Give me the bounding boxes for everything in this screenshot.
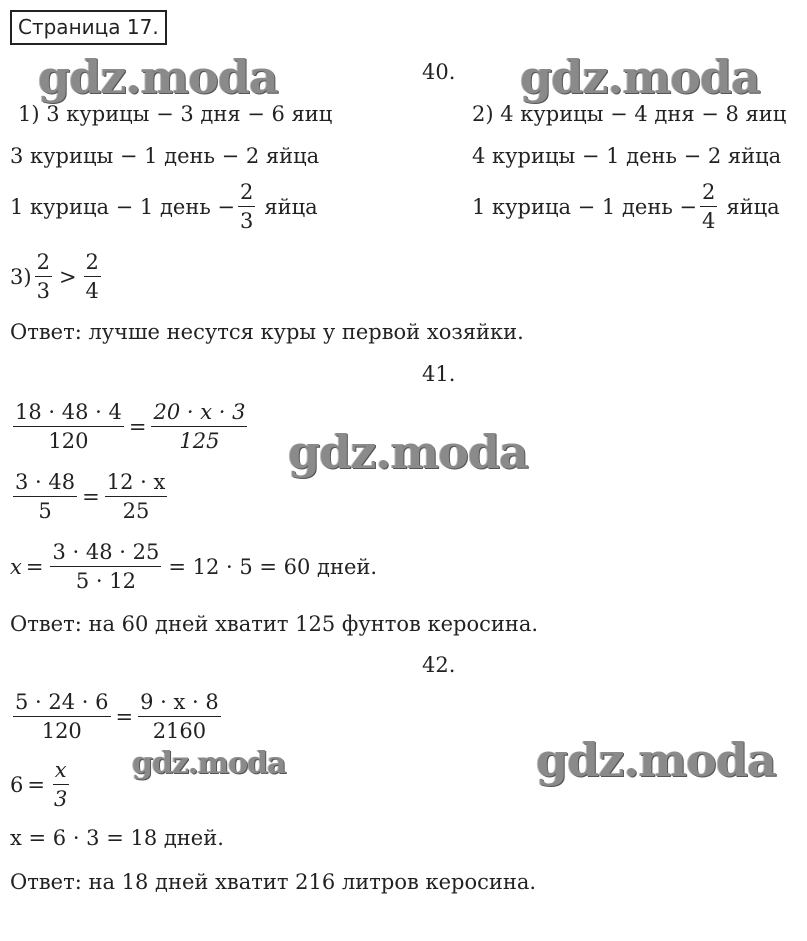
equals-sign: = bbox=[25, 554, 44, 579]
watermark: gdz.moda bbox=[38, 50, 278, 104]
fraction bbox=[35, 250, 52, 303]
numerator: 9 · x · 8 bbox=[138, 690, 221, 717]
p40-col2-line1: 2) 4 курицы − 4 дня − 8 яиц bbox=[472, 102, 787, 126]
p42-equation-3: x = 6 · 3 = 18 дней. bbox=[10, 826, 224, 850]
p42-equation-2 bbox=[10, 758, 72, 811]
watermark: gdz.moda bbox=[536, 733, 776, 787]
equals-sign: = bbox=[128, 414, 147, 439]
denominator: 25 bbox=[122, 499, 150, 523]
fraction bbox=[238, 180, 255, 233]
fraction bbox=[13, 400, 124, 453]
text: = 12 · 5 = 60 дней. bbox=[168, 554, 378, 579]
numerator: 20 · x · 3 bbox=[151, 400, 247, 427]
fraction bbox=[151, 400, 247, 453]
fraction bbox=[13, 690, 111, 743]
fraction bbox=[84, 250, 101, 303]
equals-sign: = bbox=[115, 704, 134, 729]
equals-sign: = bbox=[82, 484, 100, 509]
text: 1 курица − 1 день − bbox=[472, 194, 698, 219]
p40-comparison bbox=[10, 250, 104, 303]
fraction bbox=[50, 540, 161, 593]
text: 6 bbox=[10, 772, 24, 797]
watermark: gdz.moda bbox=[520, 50, 760, 104]
fraction bbox=[138, 690, 221, 743]
denominator: 4 bbox=[702, 209, 716, 233]
p40-answer: Ответ: лучше несутся куры у первой хозяйки. bbox=[10, 320, 524, 344]
numerator: x bbox=[53, 758, 69, 785]
denominator: 3 bbox=[240, 209, 254, 233]
page-title: Страница 17. bbox=[10, 10, 167, 45]
numerator: 2 bbox=[35, 250, 52, 277]
denominator: 125 bbox=[179, 429, 220, 453]
numerator: 2 bbox=[84, 250, 101, 277]
numerator: 5 · 24 · 6 bbox=[13, 690, 111, 717]
p41-equation-2 bbox=[10, 470, 170, 523]
p40-col2-line3 bbox=[472, 180, 780, 233]
numerator: 12 · x bbox=[105, 470, 168, 497]
text: 1 курица − 1 день − bbox=[10, 194, 236, 219]
problem-number-41: 41. bbox=[422, 362, 456, 386]
text: 3) bbox=[10, 264, 32, 289]
fraction bbox=[13, 470, 77, 523]
numerator: 2 bbox=[238, 180, 255, 207]
problem-number-42: 42. bbox=[422, 653, 456, 677]
numerator: 18 · 48 · 4 bbox=[13, 400, 124, 427]
problem-number-40: 40. bbox=[422, 60, 456, 84]
variable: x bbox=[10, 554, 22, 579]
numerator: 3 · 48 · 25 bbox=[50, 540, 161, 567]
p40-col1-line3 bbox=[10, 180, 318, 233]
numerator: 2 bbox=[700, 180, 717, 207]
fraction bbox=[700, 180, 717, 233]
denominator: 3 bbox=[53, 787, 68, 811]
watermark: gdz.moda bbox=[288, 425, 528, 479]
p41-equation-1 bbox=[10, 400, 250, 453]
p42-answer: Ответ: на 18 дней хватит 216 литров керосина. bbox=[10, 870, 537, 894]
fraction bbox=[52, 758, 69, 811]
p40-col1-line2: 3 курицы − 1 день − 2 яйца bbox=[10, 144, 320, 168]
denominator: 120 bbox=[41, 719, 82, 743]
denominator: 2160 bbox=[152, 719, 207, 743]
p42-equation-1 bbox=[10, 690, 224, 743]
operator: > bbox=[58, 264, 77, 289]
p41-equation-3 bbox=[10, 540, 377, 593]
denominator: 5 · 12 bbox=[75, 569, 136, 593]
p41-answer: Ответ: на 60 дней хватит 125 фунтов керосина. bbox=[10, 612, 539, 636]
denominator: 3 bbox=[36, 279, 50, 303]
text: яйца bbox=[264, 194, 318, 219]
watermark: gdz.moda bbox=[132, 746, 286, 781]
text: яйца bbox=[726, 194, 780, 219]
equals-sign: = bbox=[27, 772, 45, 797]
p40-col1-line1: 1) 3 курицы − 3 дня − 6 яиц bbox=[18, 102, 333, 126]
numerator: 3 · 48 bbox=[13, 470, 77, 497]
p40-col2-line2: 4 курицы − 1 день − 2 яйца bbox=[472, 144, 782, 168]
denominator: 4 bbox=[85, 279, 99, 303]
denominator: 120 bbox=[48, 429, 89, 453]
denominator: 5 bbox=[38, 499, 52, 523]
fraction bbox=[105, 470, 168, 523]
